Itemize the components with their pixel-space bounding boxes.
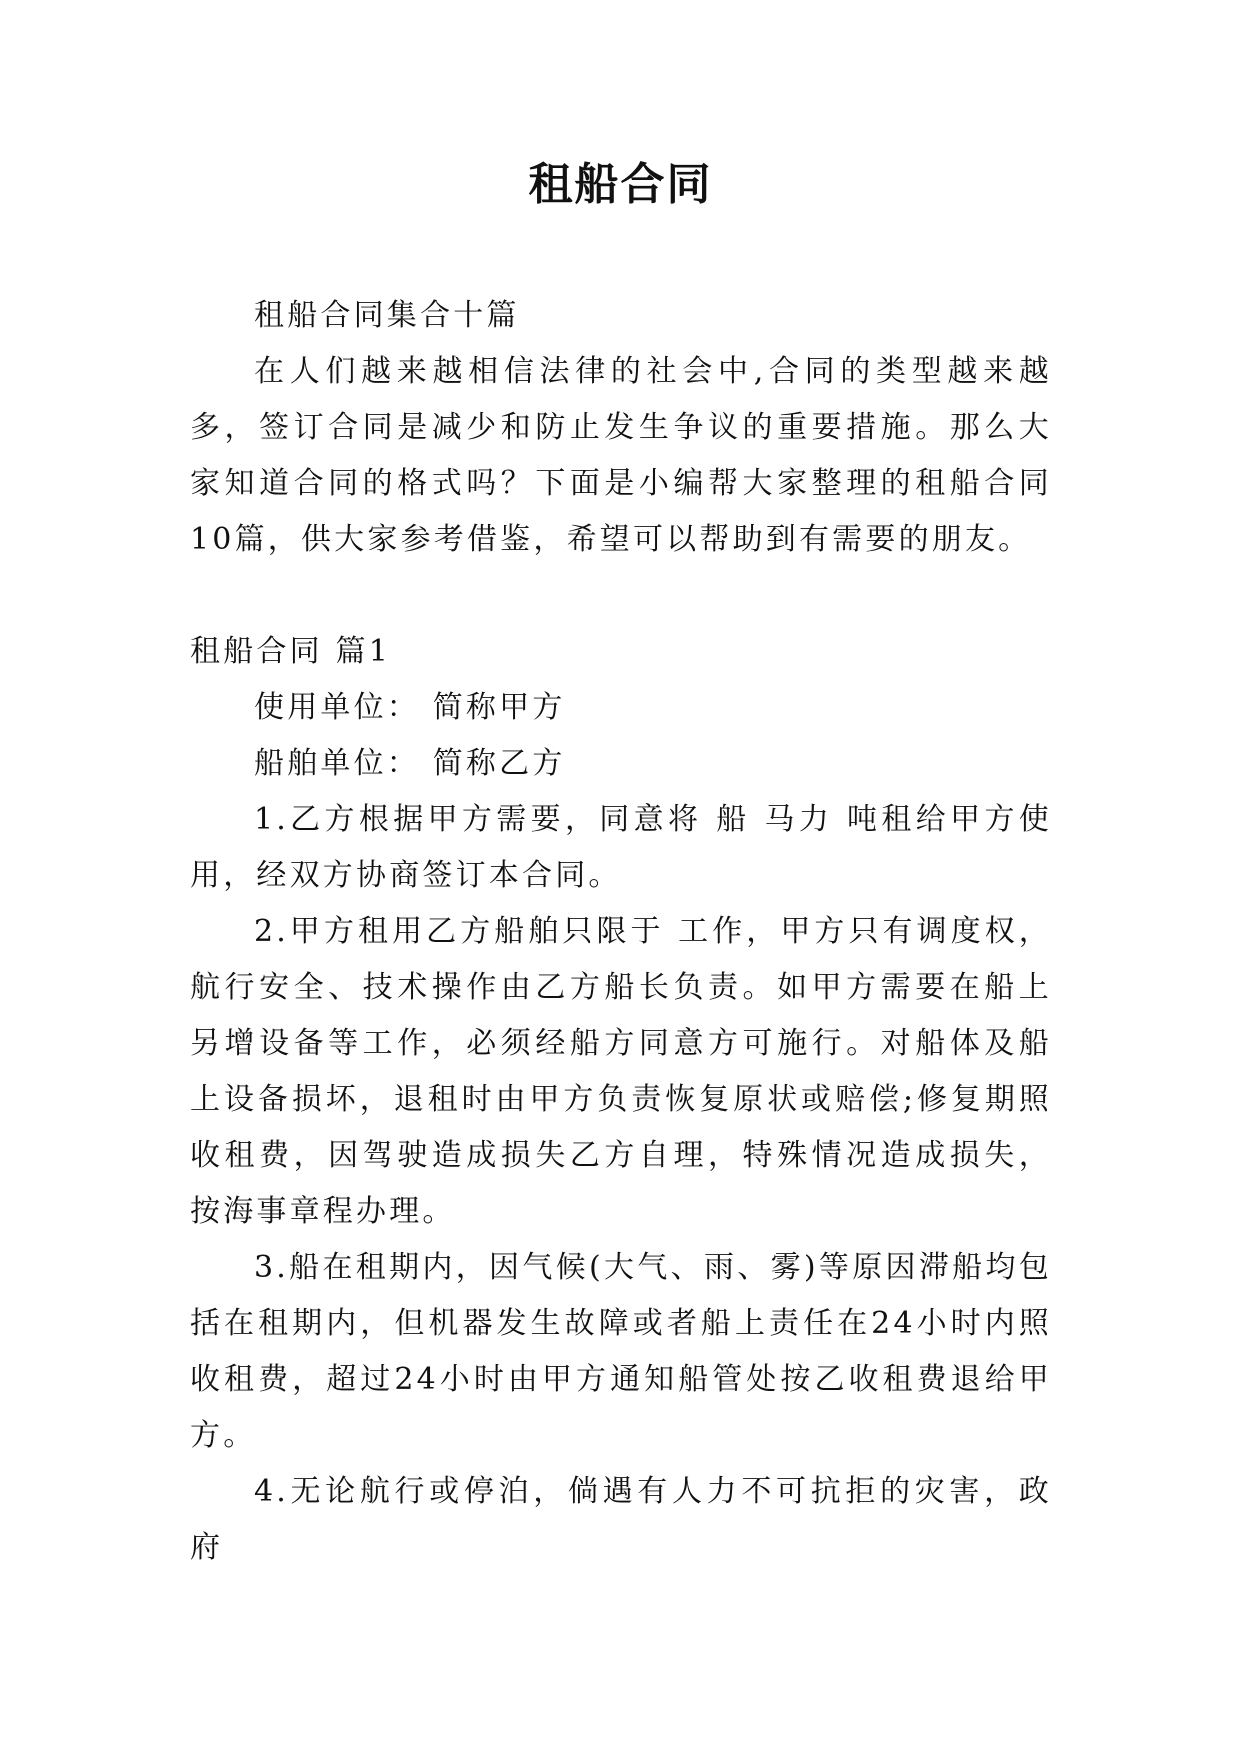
intro-subtitle: 租船合同集合十篇	[254, 298, 520, 333]
clause-1: 1.乙方根据甲方需要，同意将 船 马力 吨租给甲方使用，经双方协商签订本合同。	[190, 802, 1052, 893]
section-heading: 租船合同 篇1	[190, 634, 392, 669]
document-title: 租船合同	[528, 159, 713, 210]
intro-paragraph: 在人们越来越相信法律的社会中,合同的类型越来越多，签订合同是减少和防止发生争议的重要措施。那么大家知道合同的格式吗？下面是小编帮大家整理的租船合同10篇，供大家参考借鉴，希望可以帮助到有需要的朋友。	[190, 354, 1052, 557]
clause-3: 3.船在租期内，因气候(大气、雨、雾)等原因滞船均包括在租期内，但机器发生故障或者船上责任在24小时内照收租费，超过24小时由甲方通知船管处按乙收租费退给甲方。	[190, 1250, 1052, 1453]
document-body	[190, 288, 1052, 1576]
party-a-line: 使用单位： 简称甲方	[254, 690, 566, 725]
clause-4: 4.无论航行或停泊，倘遇有人力不可抗拒的灾害，政府	[190, 1474, 1052, 1565]
paragraph-spacer	[190, 568, 1052, 624]
party-b-line: 船舶单位： 简称乙方	[254, 746, 566, 781]
clause-2: 2.甲方租用乙方船舶只限于 工作，甲方只有调度权，航行安全、技术操作由乙方船长负责。如甲方需要在船上另增设备等工作，必须经船方同意方可施行。对船体及船上设备损坏，退租时由甲方负责恢复原状或赔偿;修复期照收租费，因驾驶造成损失乙方自理，特殊情况造成损失，按海事章程办理。	[190, 914, 1052, 1229]
